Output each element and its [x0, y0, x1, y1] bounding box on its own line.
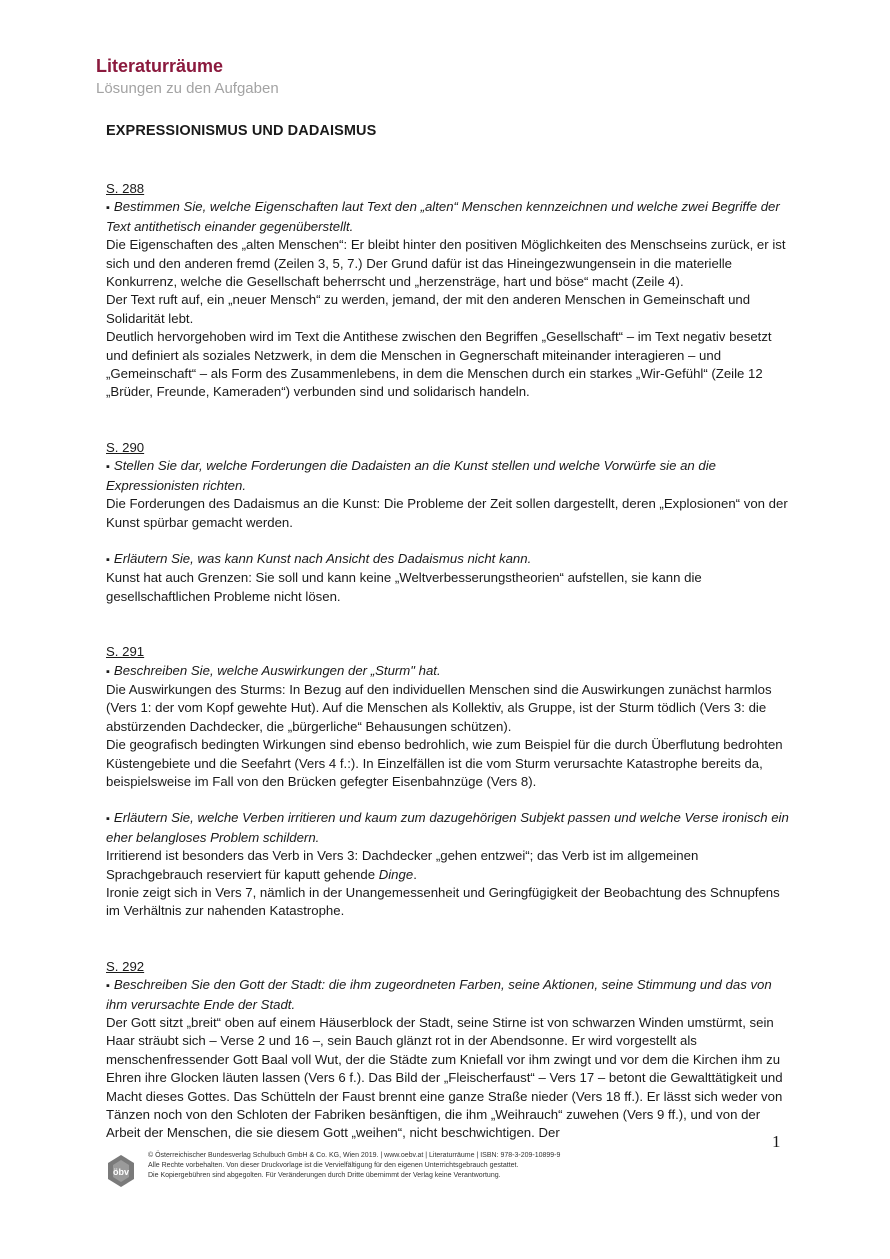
answer-paragraph: Die Auswirkungen des Sturms: In Bezug auf den individuellen Menschen sind die Auswirkungen zunächst harmlos (Vers 1: der vom Kopf gewehte Hut). Auf die Menschen als Kollektiv, als Gruppe, ist der Sturm tödlich (Vers 3: die abstürzenden Dachdecker, die „bürgerliche“ Behausungen schützen). — [106, 681, 772, 734]
document-title: EXPRESSIONISMUS UND DADAISMUS — [106, 123, 377, 139]
section-page-ref: S. 291 — [106, 644, 145, 660]
answer-text-end: . — [413, 866, 417, 882]
answer-paragraph: Die Eigenschaften des „alten Menschen“: Er bleibt hinter den positiven Möglichkeiten des Menschseins zurück, er ist sich und den anderen fremd (Zeilen 3, 5, 7.) Der Grund dafür ist das Hineingezwungensein in die materielle Konkurrenz, welche die Gesellschaft beherrscht und „herzensträge, hart und böse“ macht (Zeile 4). — [106, 237, 786, 290]
task-prompt: ▪ Beschreiben Sie den Gott der Stadt: die ihm zugeordneten Farben, seine Aktionen, seine Stimmung und das von ihm verursachte Ende der Stadt. — [106, 976, 796, 1014]
task-prompt: ▪ Bestimmen Sie, welche Eigenschaften laut Text den „alten“ Menschen kennzeichnen und welche zwei Begriffe der Text antithetisch einander gegenüberstellt. — [106, 198, 796, 236]
section-page-ref: S. 292 — [106, 958, 145, 974]
answer-paragraph: Die geografisch bedingten Wirkungen sind ebenso bedrohlich, wie zum Beispiel für die durch Überflutung bedrohten Küstengebiete und die Seefahrt (Vers 4 f.:). In Einzelfällen ist die vom Sturm verursachte Katastrophe bereits da, beispielsweise im Fall von den Brücken gefegter Eisenbahnzüge (Vers 8). — [106, 737, 783, 789]
emphasis-word: Dinge — [378, 866, 414, 882]
section-s288 — [106, 180, 796, 402]
section-page-ref: S. 290 — [106, 439, 145, 455]
task-prompt: ▪ Beschreiben Sie, welche Auswirkungen der „Sturm" hat. — [106, 662, 796, 681]
publisher-logo-icon — [104, 1154, 138, 1188]
section-s291 — [106, 643, 796, 921]
answer-paragraph: Der Gott sitzt „breit“ oben auf einem Häuserblock der Stadt, seine Stirne ist von schwarzen Winden umstürmt, sein Haar sträubt sich – Verse 2 und 16 –, sein Bauch glänzt rot in der Abendsonne. Er wird vorgestellt als menschenfressender Gott Baal voll Wut, der die Städte zum Kniefall vor ihm zwingt und vor dem die Kirchen ihm zu Ehren ihre Glocken läuten lassen (Vers 6 f.). Das Bild der „Fleischerfaust“ – Vers 17 – betont die Gewalttätigkeit und Macht dieses Gottes. Das Schütteln der Faust brennt eine ganze Straße nieder (Vers 18 ff.). Er lässt sich weder von Tänzen noch von den Schloten der Fabriken besänftigen, die ihm „Weihrauch“ zuwehen (Vers 9 ff.), und von der Arbeit der Menschen, die sie diesem Gott „weihen“, nicht beschwichtigen. Der — [106, 1015, 783, 1141]
copyright-line: © Österreichischer Bundesverlag Schulbuch GmbH & Co. KG, Wien 2019. | www.oebv.at | Literaturräume | ISBN: 978-3-209-10899-9 — [148, 1152, 561, 1159]
answer-paragraph — [106, 847, 796, 884]
page-number: 1 — [772, 1132, 781, 1151]
section-page-ref: S. 288 — [106, 181, 145, 196]
brand-title: Literaturräume — [96, 56, 224, 76]
spacer — [106, 532, 796, 550]
answer-text: Irritierend ist besonders das Verb in Vers 3: Dachdecker „gehen entzwei“; das Verb ist im allgemeinen Sprachgebrauch reserviert für kaputt gehende — [106, 848, 699, 882]
spacer — [106, 791, 796, 809]
answer-paragraph: Deutlich hervorgehoben wird im Text die Antithese zwischen den Begriffen „Gesellschaft“ – im Text negativ besetzt und definiert als soziales Netzwerk, in dem die Menschen in Gegnerschaft miteinander interagieren – und „Gemeinschaft“ – als Form des Zusammenlebens, in dem die Menschen durch ein starkes „Wir-Gefühl“ (Zeile 12 „Brüder, Freunde, Kameraden“) verbunden sind und solidarisch handeln. — [106, 329, 772, 400]
copyright-notice — [148, 1151, 560, 1181]
page-header — [96, 55, 279, 101]
answer-paragraph: Die Forderungen des Dadaismus an die Kunst: Die Probleme der Zeit sollen dargestellt, deren „Explosionen“ von der Kunst spürbar gemacht werden. — [106, 496, 788, 530]
answer-paragraph: Ironie zeigt sich in Vers 7, nämlich in der Unangemessenheit und Geringfügigkeit der Beobachtung des Schnupfens im Verhältnis zur nahenden Katastrophe. — [106, 885, 780, 919]
rights-line: Alle Rechte vorbehalten. Von dieser Druckvorlage ist die Vervielfältigung für den eigenen Unterrichtsgebrauch gestattet. — [148, 1162, 519, 1169]
answer-paragraph: Kunst hat auch Grenzen: Sie soll und kann keine „Weltverbesserungstheorien“ aufstellen, sie kann die gesellschaftlichen Probleme nicht lösen. — [106, 570, 702, 604]
answer-paragraph: Der Text ruft auf, ein „neuer Mensch“ zu werden, jemand, der mit den anderen Menschen in Gemeinschaft und Solidarität lebt. — [106, 292, 751, 326]
task-prompt: ▪ Stellen Sie dar, welche Forderungen die Dadaisten an die Kunst stellen und welche Vorwürfe sie an die Expressionisten richten. — [106, 457, 796, 495]
svg-text:öbv: öbv — [112, 1167, 130, 1177]
section-s290 — [106, 439, 796, 606]
section-s292 — [106, 958, 796, 1143]
brand-subtitle: Lösungen zu den Aufgaben — [96, 80, 279, 97]
task-prompt: ▪ Erläutern Sie, welche Verben irritieren und kaum zum dazugehörigen Subjekt passen und welche Verse ironisch ein eher belangloses Problem schildern. — [106, 809, 796, 847]
document-body — [106, 180, 796, 1180]
fees-line: Die Kopiergebühren sind abgegolten. Für Veränderungen durch Dritte übernimmt der Verlag keine Verantwortung. — [148, 1172, 501, 1179]
task-prompt: ▪ Erläutern Sie, was kann Kunst nach Ansicht des Dadaismus nicht kann. — [106, 550, 796, 569]
